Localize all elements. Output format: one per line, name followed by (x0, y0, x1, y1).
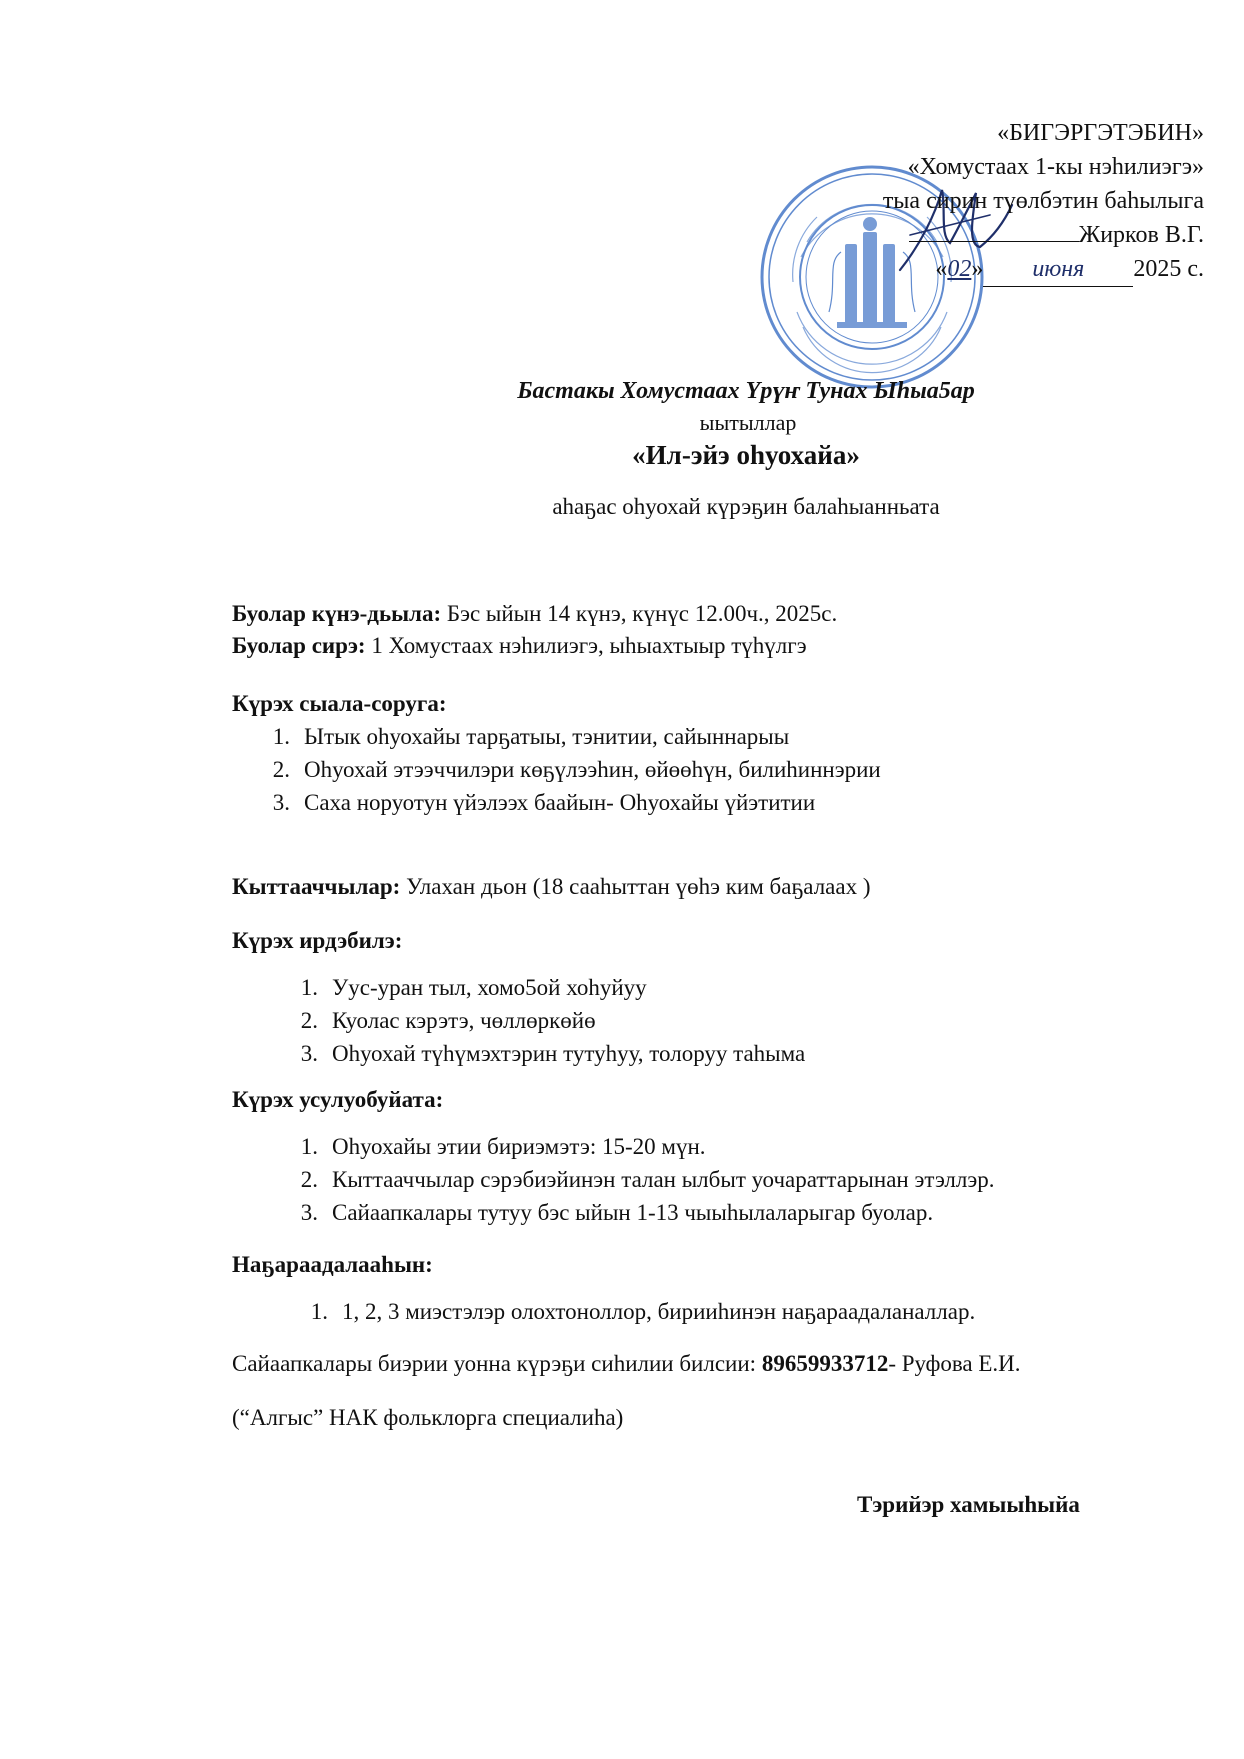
contest-title-text: «Ил-эйэ оһуохайа» (632, 440, 860, 470)
awards-list (232, 1295, 1222, 1328)
document-body (232, 598, 1222, 1518)
event-place-label: Буолар сирэ: (232, 633, 366, 658)
list-text: Кыттааччылар сэрэбиэйинэн талан ылбыт уочараттарынан этэллэр. (332, 1167, 995, 1192)
list-number: 3. (272, 790, 290, 815)
date-close-quote: » (971, 256, 984, 282)
list-item (284, 971, 1222, 1004)
contact-person: - Руфова Е.И. (888, 1351, 1021, 1376)
list-item (256, 786, 1222, 819)
contact-phone: 89659933712 (761, 1351, 889, 1376)
list-number: 2. (300, 1008, 318, 1033)
organizing-committee: Тэрийэр хамыыһыйа (857, 1492, 1080, 1517)
approval-year: 2025 с. (1133, 256, 1204, 282)
list-number: 3. (300, 1200, 318, 1225)
conditions-list (232, 1130, 1222, 1229)
goals-title: Күрэх сыала-соруга: (232, 691, 447, 716)
approval-month: июня (983, 252, 1133, 287)
approval-day: 02 (947, 256, 972, 282)
list-number: 1. (300, 1134, 318, 1159)
approver-name: Жирков В.Г. (1078, 222, 1204, 248)
list-number: 1. (310, 1299, 328, 1324)
list-number: 1. (300, 975, 318, 1000)
conduct-text: ыытыллар (699, 410, 797, 435)
contact-line (232, 1348, 1222, 1380)
approval-heading: «БИГЭРГЭТЭБИН» (997, 120, 1204, 146)
list-number: 2. (300, 1167, 318, 1192)
list-item (256, 720, 1222, 753)
organization-text: Бастакы Хомустаах Үрүҥ Тунах Ыһыа5ар (517, 378, 975, 404)
event-place (232, 630, 1222, 662)
participants-label: Кыттааччылар: (232, 874, 401, 899)
list-number: 2. (272, 757, 290, 782)
list-number: 1. (272, 724, 290, 749)
contest-title (0, 440, 1244, 471)
criteria-list (232, 971, 1222, 1070)
list-item (256, 753, 1222, 786)
list-item (284, 1196, 1222, 1229)
criteria-title: Күрэх ирдэбилэ: (232, 928, 403, 953)
contact-note: (“Алгыс” НАК фольклорга специалиһа) (232, 1405, 624, 1430)
event-date-label: Буолар күнэ-дьыла: (232, 601, 442, 626)
list-text: Оһуохайы этии бириэмэтэ: 15-20 мүн. (332, 1134, 706, 1159)
list-text: Сайаапкалары тутуу бэс ыйын 1-13 чыыһылаларыгар буолар. (332, 1200, 934, 1225)
approval-date-line (883, 252, 1204, 287)
approval-position: тыа сирин түөлбэтин баһылыга (882, 188, 1204, 214)
list-text: 1, 2, 3 миэстэлэр олохтоноллор, бирииһинэн наҕараадаланаллар. (342, 1299, 976, 1324)
list-number: 3. (300, 1041, 318, 1066)
participants (232, 871, 1222, 903)
goals-list (232, 720, 1222, 819)
list-text: Оһуохай этээччилэри көҕүлээһин, өйөөһүн, билиһиннэрии (304, 757, 881, 782)
conduct-line (0, 410, 1244, 436)
list-item (284, 1130, 1222, 1163)
approval-block (883, 116, 1204, 287)
approval-signature-line (883, 218, 1204, 252)
list-text: Уус-уран тыл, хомо5ой хоһуйуу (332, 975, 647, 1000)
date-open-quote: « (935, 256, 948, 282)
regulation-text: аһаҕас оһуохай күрэҕин балаһыанньата (552, 494, 940, 519)
list-text: Оһуохай түһүмэхтэрин тутуһуу, толоруу таһыма (332, 1041, 806, 1066)
event-date-value: Бэс ыйын 14 күнэ, күнүс 12.00ч., 2025с. (441, 601, 838, 626)
list-text: Куолас кэрэтэ, чөллөркөйө (332, 1008, 596, 1033)
list-item (284, 1004, 1222, 1037)
list-item (284, 1037, 1222, 1070)
event-date (232, 598, 1222, 630)
approval-settlement: «Хомустаах 1-кы нэһилиэгэ» (907, 154, 1204, 180)
list-item (294, 1295, 1222, 1328)
list-item (284, 1163, 1222, 1196)
event-place-value: 1 Хомустаах нэһилиэгэ, ыһыахтыыр түһүлгэ (365, 633, 807, 658)
signature-blank (909, 219, 1079, 242)
organization-line (0, 378, 1244, 405)
list-text: Ытык оһуохайы тарҕатыы, тэнитии, сайыннарыы (304, 724, 790, 749)
contact-text: Сайаапкалары биэрии уонна күрэҕи сиһилии билсии: (232, 1351, 762, 1376)
regulation-subtitle (0, 494, 1244, 520)
list-text: Саха норуотун үйэлээх баайын- Оһуохайы үйэтитии (304, 790, 816, 815)
awards-title: Наҕараадалааһын: (232, 1252, 433, 1277)
participants-value: Улахан дьон (18 сааһыттан үөһэ ким баҕалаах ) (400, 874, 871, 899)
conditions-title: Күрэх усулуобуйата: (232, 1087, 444, 1112)
